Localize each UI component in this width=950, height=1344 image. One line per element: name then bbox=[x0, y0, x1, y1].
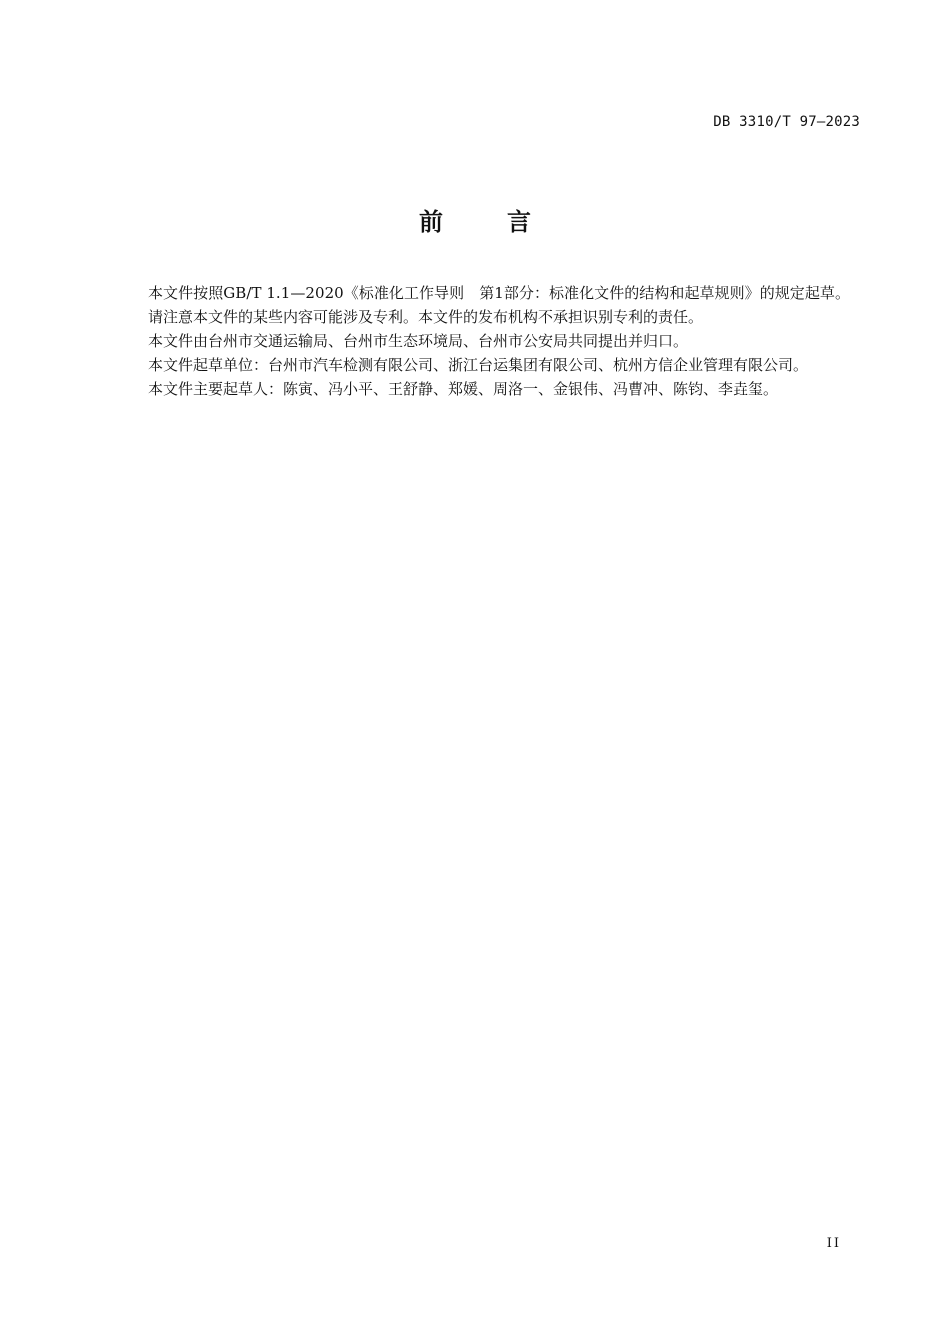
page-number: II bbox=[826, 1236, 841, 1251]
preface-heading bbox=[0, 202, 950, 237]
preface-paragraph-proposer: 本文件由台州市交通运输局、台州市生态环境局、台州市公安局共同提出并归口。 bbox=[148, 332, 689, 350]
preface-heading-char-1: 前 bbox=[419, 208, 443, 236]
preface-heading-char-2: 言 bbox=[507, 208, 531, 236]
preface-paragraph-patent-notice: 请注意本文件的某些内容可能涉及专利。本文件的发布机构不承担识别专利的责任。 bbox=[148, 308, 704, 326]
preface-paragraph-drafters: 本文件主要起草人：陈寅、冯小平、王舒静、郑媛、周洛一、金银伟、冯曹冲、陈钧、李垚玺。 bbox=[148, 380, 779, 398]
preface-body bbox=[114, 281, 860, 401]
document-code: DB 3310/T 97—2023 bbox=[713, 114, 860, 130]
preface-paragraph-drafting-units: 本文件起草单位：台州市汽车检测有限公司、浙江台运集团有限公司、杭州方信企业管理有限公司。 bbox=[148, 356, 809, 374]
preface-paragraph-standard-basis: 本文件按照GB/T 1.1—2020《标准化工作导则 第1部分：标准化文件的结构和起草规则》的规定起草。 bbox=[148, 284, 851, 302]
